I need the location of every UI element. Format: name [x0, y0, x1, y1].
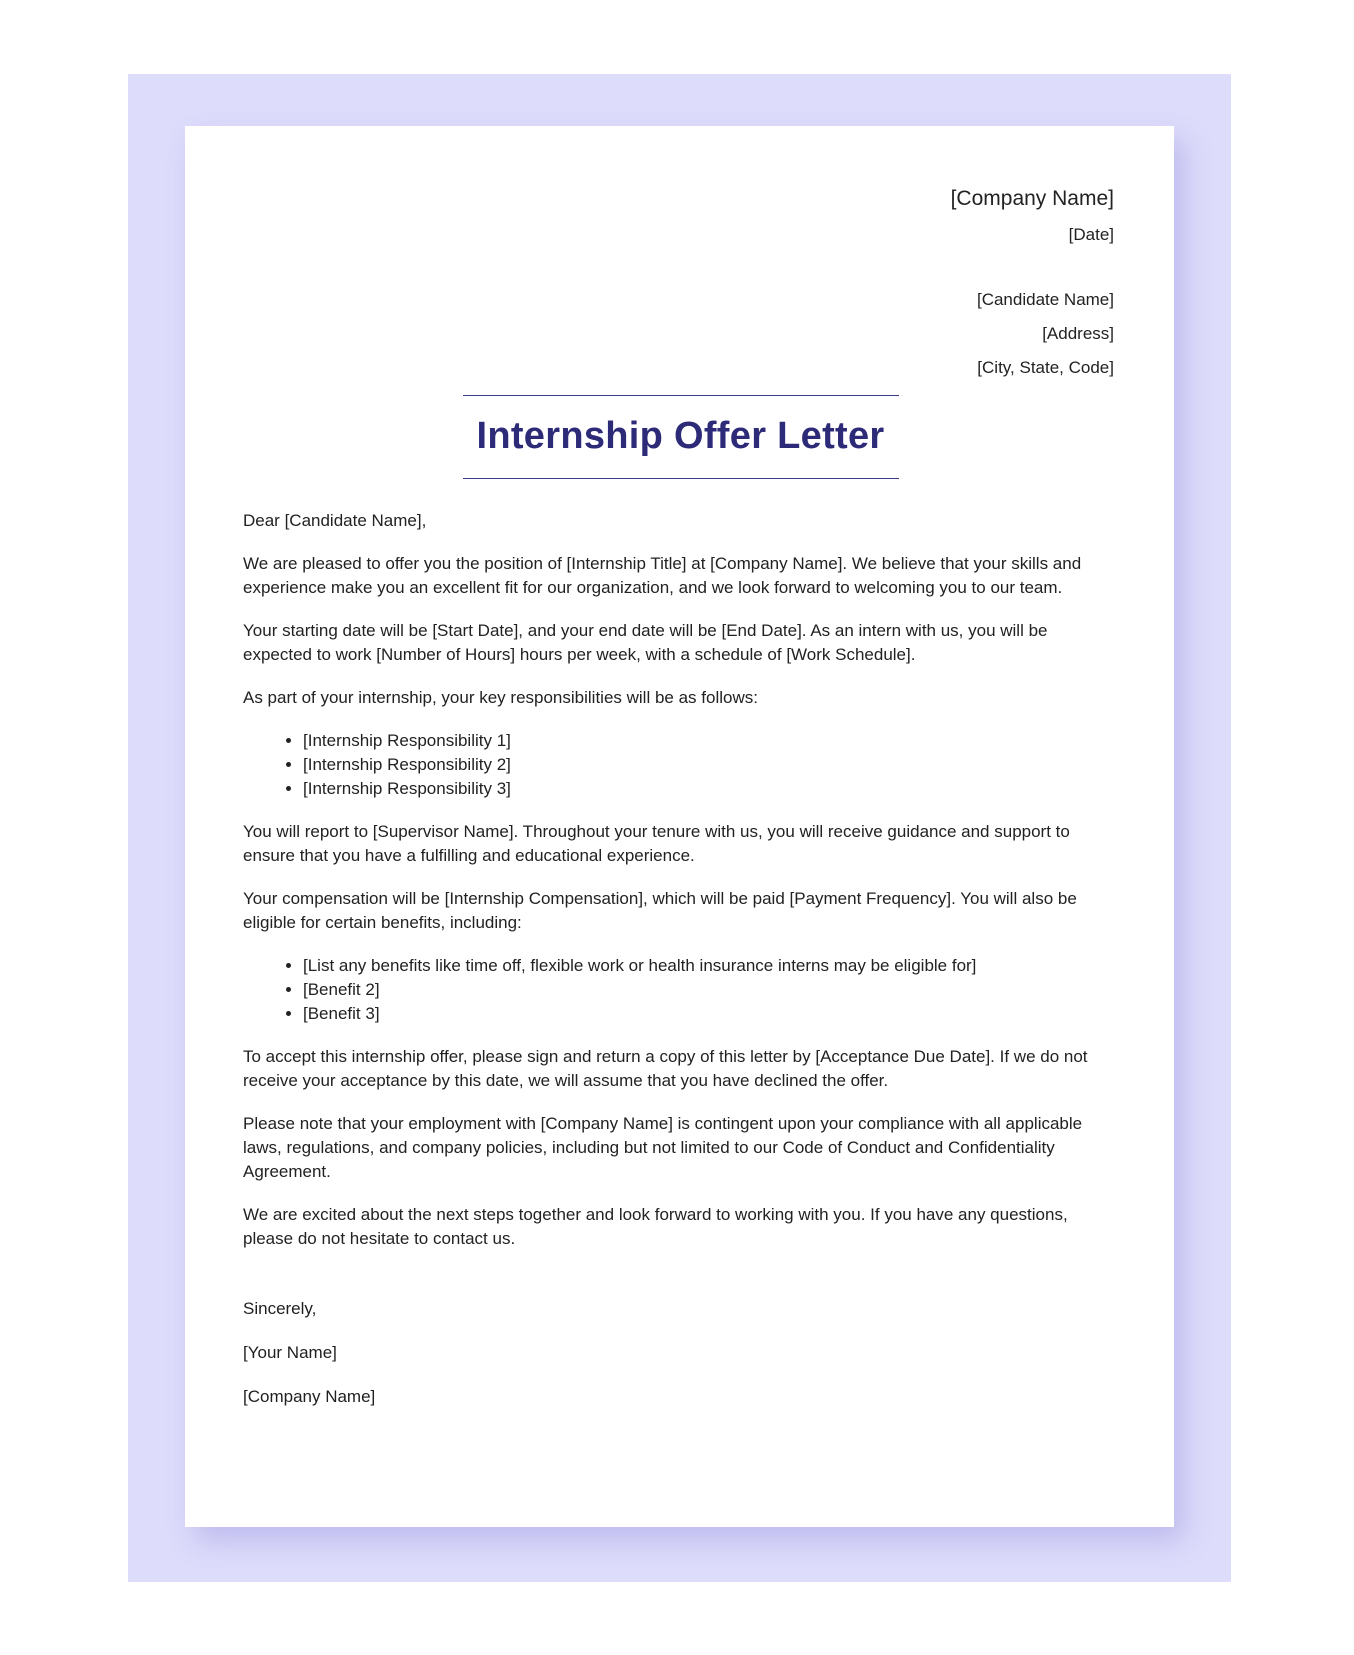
- paragraph-accept: To accept this internship offer, please sign and return a copy of this letter by [Acceptance Due Date]. If we do not receive your acceptance by this date, we will assume that you have declined the offer.: [243, 1047, 1088, 1090]
- benefits-list: [243, 954, 1114, 1026]
- paragraph-compensation: Your compensation will be [Internship Compensation], which will be paid [Payment Frequency]. You will also be eligible for certain benefits, including:: [243, 889, 1077, 932]
- responsibilities-list: [243, 729, 1114, 801]
- paragraph-compliance: Please note that your employment with [Company Name] is contingent upon your compliance with all applicable laws, regulations, and company policies, including but not limited to our Code of Conduct and Confidentiality Agreement.: [243, 1114, 1083, 1181]
- list-item: • [Internship Responsibility 2]: [303, 753, 1114, 777]
- letter-body: [243, 509, 1114, 1251]
- header-address: [Address]: [1042, 324, 1114, 343]
- signoff-your-name: [Your Name]: [243, 1343, 337, 1362]
- list-item: • [List any benefits like time off, flexible work or health insurance interns may be eligible for]: [303, 954, 1114, 978]
- title-block: [463, 395, 899, 479]
- paragraph-intro: We are pleased to offer you the position of [Internship Title] at [Company Name]. We believe that your skills and experience make you an excellent fit for our organization, and we look forward to welcoming you to our team.: [243, 554, 1082, 597]
- document-title: Internship Offer Letter: [476, 415, 885, 457]
- list-item: • [Internship Responsibility 1]: [303, 729, 1114, 753]
- header-company-name: [Company Name]: [950, 187, 1114, 210]
- paragraph-dates: Your starting date will be [Start Date], and your end date will be [End Date]. As an intern with us, you will be expected to work [Number of Hours] hours per week, with a schedule of [Work Schedule].: [243, 621, 1048, 664]
- list-item: • [Benefit 3]: [303, 1002, 1114, 1026]
- greeting: Dear [Candidate Name],: [243, 511, 427, 530]
- list-item: • [Internship Responsibility 3]: [303, 777, 1114, 801]
- header-candidate-name: [Candidate Name]: [976, 290, 1114, 309]
- list-item: • [Benefit 2]: [303, 978, 1114, 1002]
- signoff-closing: Sincerely,: [243, 1299, 317, 1318]
- letter-sheet: [185, 126, 1174, 1527]
- paragraph-supervisor: You will report to [Supervisor Name]. Throughout your tenure with us, you will receive guidance and support to ensure that you have a fulfilling and educational experience.: [243, 822, 1070, 865]
- header-city-state-code: [City, State, Code]: [977, 358, 1114, 377]
- paragraph-responsibilities-intro: As part of your internship, your key responsibilities will be as follows:: [243, 688, 758, 707]
- paragraph-closing: We are excited about the next steps together and look forward to working with you. If you have any questions, please do not hesitate to contact us.: [243, 1205, 1068, 1248]
- letter-header: [243, 186, 1114, 378]
- header-date: [Date]: [1068, 225, 1114, 244]
- signoff-block: [243, 1297, 1114, 1409]
- signoff-company-name: [Company Name]: [243, 1387, 376, 1406]
